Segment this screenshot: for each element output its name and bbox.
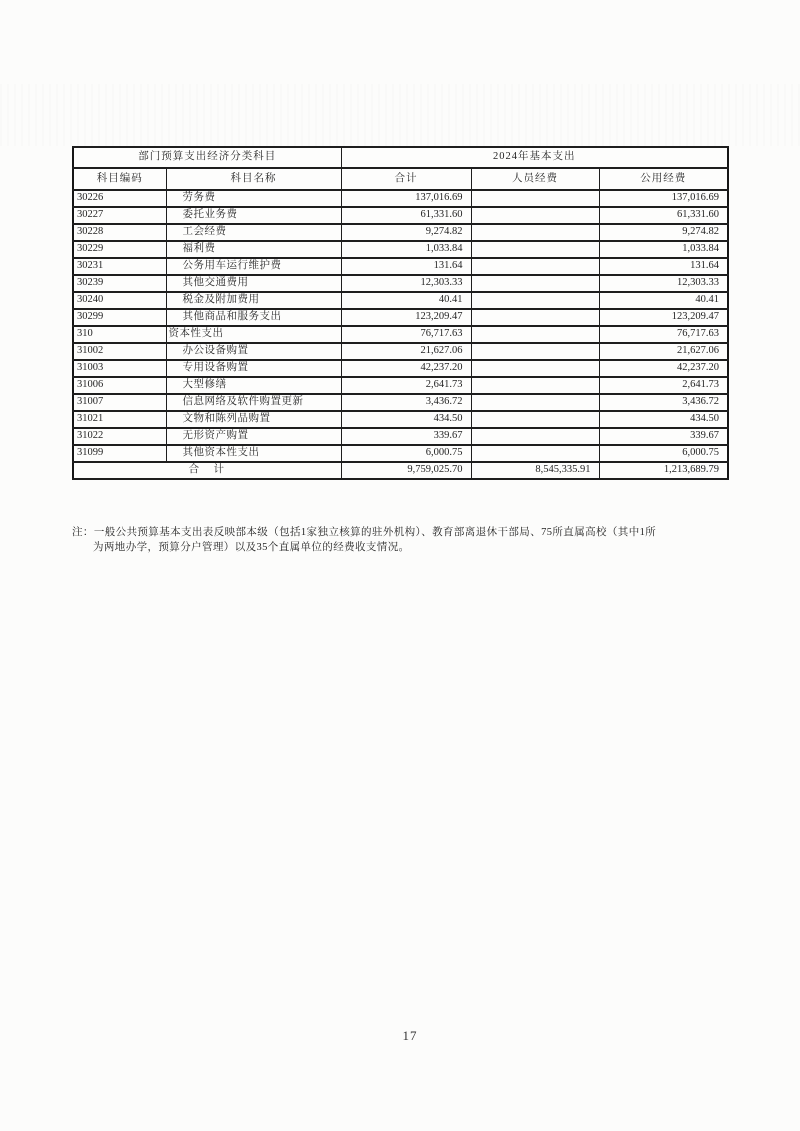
code-cell: 31002 — [73, 343, 166, 360]
table-row — [73, 241, 728, 258]
code-cell: 30226 — [73, 190, 166, 207]
footnote-line1: 一般公共预算基本支出表反映部本级（包括1家独立核算的驻外机构）、教育部离退休干部局、75所直属高校（其中1所 — [93, 527, 657, 538]
name-cell: 委托业务费 — [166, 207, 341, 224]
public-cell: 76,717.63 — [599, 326, 728, 343]
personnel-cell — [471, 190, 599, 207]
table-row — [73, 394, 728, 411]
table-column-header-row — [73, 168, 728, 190]
total-cell: 9,274.82 — [341, 224, 471, 241]
table-body — [73, 190, 728, 462]
total-cell: 2,641.73 — [341, 377, 471, 394]
code-cell: 30240 — [73, 292, 166, 309]
personnel-cell — [471, 428, 599, 445]
table-row — [73, 258, 728, 275]
name-cell: 大型修缮 — [166, 377, 341, 394]
total-cell: 76,717.63 — [341, 326, 471, 343]
public-cell: 9,274.82 — [599, 224, 728, 241]
footnote — [72, 526, 741, 555]
personnel-cell — [471, 258, 599, 275]
table-row — [73, 275, 728, 292]
total-cell: 131.64 — [341, 258, 471, 275]
personnel-cell — [471, 224, 599, 241]
code-cell: 30299 — [73, 309, 166, 326]
personnel-cell — [471, 411, 599, 428]
header-left-group: 部门预算支出经济分类科目 — [73, 147, 341, 168]
personnel-cell — [471, 207, 599, 224]
total-cell: 3,436.72 — [341, 394, 471, 411]
table-row — [73, 411, 728, 428]
code-cell: 30229 — [73, 241, 166, 258]
name-cell: 文物和陈列品购置 — [166, 411, 341, 428]
name-cell: 劳务费 — [166, 190, 341, 207]
table-row — [73, 224, 728, 241]
code-cell: 31006 — [73, 377, 166, 394]
scan-artifact-band — [0, 84, 800, 146]
total-public-cell: 1,213,689.79 — [599, 462, 728, 479]
total-cell: 61,331.60 — [341, 207, 471, 224]
code-cell: 31021 — [73, 411, 166, 428]
public-cell: 42,237.20 — [599, 360, 728, 377]
total-cell: 137,016.69 — [341, 190, 471, 207]
public-cell: 137,016.69 — [599, 190, 728, 207]
total-cell: 339.67 — [341, 428, 471, 445]
table-group-header-row — [73, 147, 728, 168]
col-header-personnel: 人员经费 — [471, 168, 599, 190]
public-cell: 434.50 — [599, 411, 728, 428]
code-cell: 30228 — [73, 224, 166, 241]
col-header-public: 公用经费 — [599, 168, 728, 190]
table-row — [73, 377, 728, 394]
table-row — [73, 190, 728, 207]
public-cell: 1,033.84 — [599, 241, 728, 258]
total-sum-cell: 9,759,025.70 — [341, 462, 471, 479]
total-cell: 21,627.06 — [341, 343, 471, 360]
col-header-code: 科目编码 — [73, 168, 166, 190]
personnel-cell — [471, 360, 599, 377]
page-number: 17 — [402, 1028, 418, 1043]
table-row — [73, 207, 728, 224]
budget-table — [72, 146, 729, 480]
code-cell: 30227 — [73, 207, 166, 224]
col-header-total: 合计 — [341, 168, 471, 190]
personnel-cell — [471, 275, 599, 292]
name-cell: 税金及附加费用 — [166, 292, 341, 309]
code-cell: 310 — [73, 326, 166, 343]
public-cell: 21,627.06 — [599, 343, 728, 360]
total-cell: 1,033.84 — [341, 241, 471, 258]
table-row — [73, 360, 728, 377]
public-cell: 12,303.33 — [599, 275, 728, 292]
total-cell: 12,303.33 — [341, 275, 471, 292]
name-cell: 其他商品和服务支出 — [166, 309, 341, 326]
personnel-cell — [471, 292, 599, 309]
table-row — [73, 326, 728, 343]
code-cell: 30231 — [73, 258, 166, 275]
table-row — [73, 292, 728, 309]
name-cell: 其他资本性支出 — [166, 445, 341, 462]
public-cell: 131.64 — [599, 258, 728, 275]
footnote-prefix: 注： — [72, 527, 94, 538]
public-cell: 2,641.73 — [599, 377, 728, 394]
table-row — [73, 343, 728, 360]
public-cell: 123,209.47 — [599, 309, 728, 326]
name-cell: 工会经费 — [166, 224, 341, 241]
public-cell: 339.67 — [599, 428, 728, 445]
total-cell: 6,000.75 — [341, 445, 471, 462]
public-cell: 3,436.72 — [599, 394, 728, 411]
personnel-cell — [471, 394, 599, 411]
name-cell: 无形资产购置 — [166, 428, 341, 445]
personnel-cell — [471, 377, 599, 394]
name-cell: 专用设备购置 — [166, 360, 341, 377]
total-label: 合 计 — [73, 462, 341, 479]
table-row — [73, 309, 728, 326]
table-row — [73, 445, 728, 462]
personnel-cell — [471, 326, 599, 343]
public-cell: 61,331.60 — [599, 207, 728, 224]
personnel-cell — [471, 343, 599, 360]
code-cell: 31003 — [73, 360, 166, 377]
total-cell: 42,237.20 — [341, 360, 471, 377]
total-cell: 123,209.47 — [341, 309, 471, 326]
code-cell: 30239 — [73, 275, 166, 292]
total-cell: 434.50 — [341, 411, 471, 428]
public-cell: 40.41 — [599, 292, 728, 309]
total-row — [73, 462, 728, 479]
name-cell: 信息网络及软件购置更新 — [166, 394, 341, 411]
name-cell: 福利费 — [166, 241, 341, 258]
personnel-cell — [471, 309, 599, 326]
total-cell: 40.41 — [341, 292, 471, 309]
public-cell: 6,000.75 — [599, 445, 728, 462]
name-cell: 办公设备购置 — [166, 343, 341, 360]
footnote-line2: 为两地办学，预算分户管理）以及35个直属单位的经费收支情况。 — [93, 541, 410, 553]
code-cell: 31022 — [73, 428, 166, 445]
header-right-group: 2024年基本支出 — [341, 147, 728, 168]
total-personnel-cell: 8,545,335.91 — [471, 462, 599, 479]
col-header-name: 科目名称 — [166, 168, 341, 190]
name-cell: 其他交通费用 — [166, 275, 341, 292]
personnel-cell — [471, 241, 599, 258]
code-cell: 31007 — [73, 394, 166, 411]
code-cell: 31099 — [73, 445, 166, 462]
table-row — [73, 428, 728, 445]
personnel-cell — [471, 445, 599, 462]
name-cell: 公务用车运行维护费 — [166, 258, 341, 275]
name-cell: 资本性支出 — [166, 326, 341, 343]
